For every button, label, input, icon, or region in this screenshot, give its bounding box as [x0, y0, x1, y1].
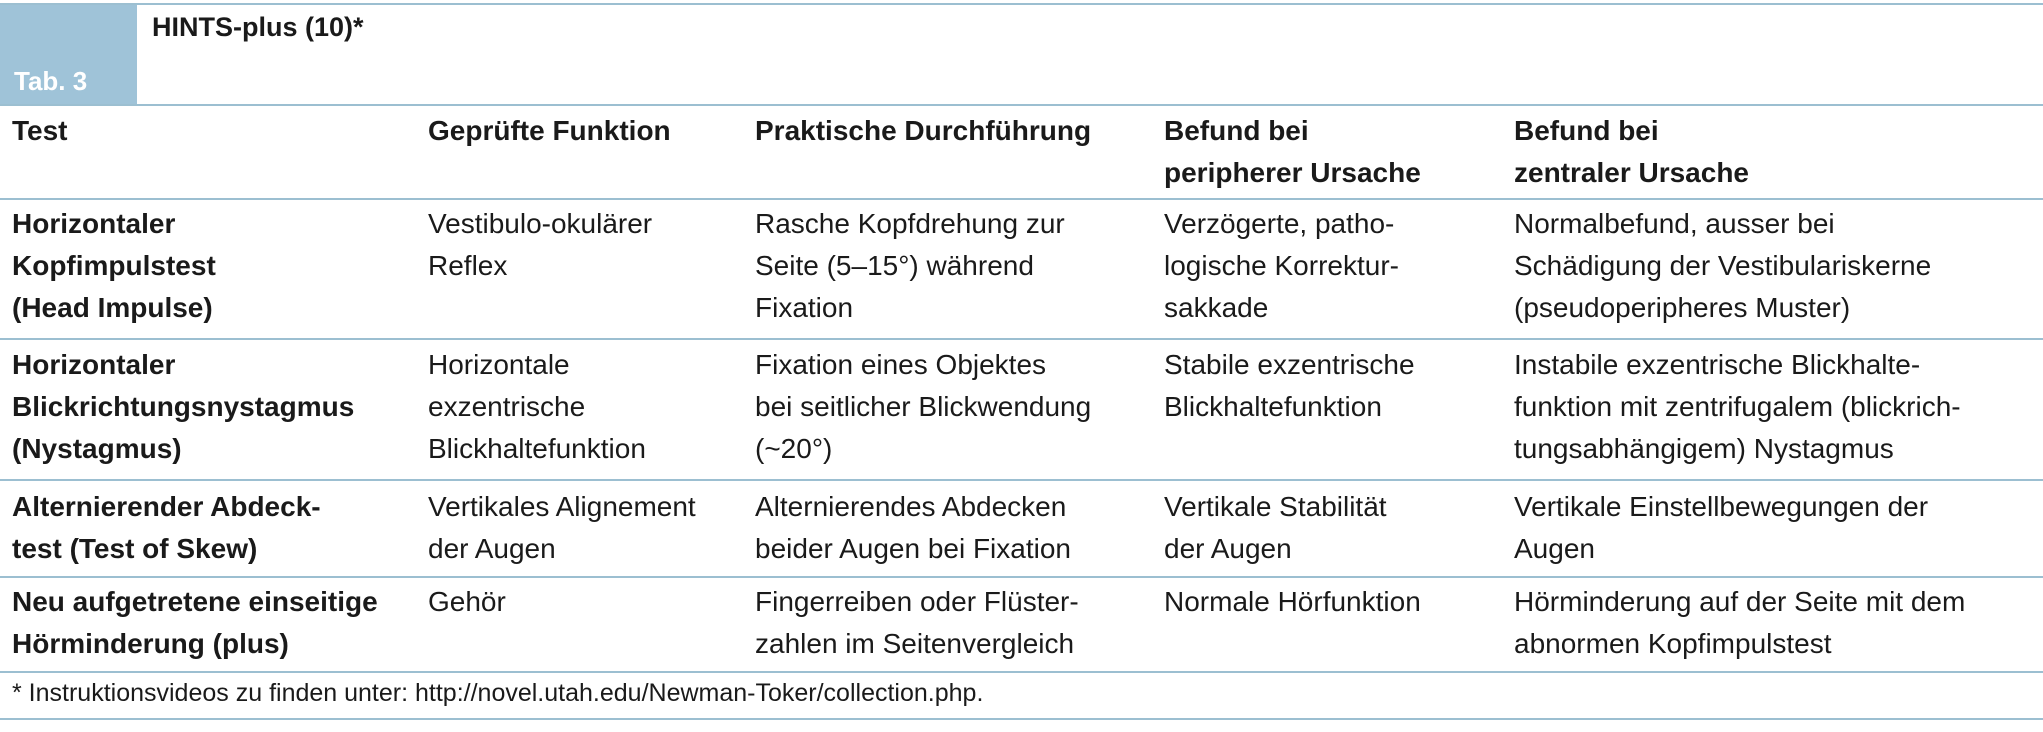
- row-2-function: Horizontale exzentrische Blickhaltefunktion: [428, 349, 646, 464]
- row-1-central: Normalbefund, ausser bei Schädigung der Vestibulariskerne (pseudoperipheres Muster): [1514, 208, 1932, 323]
- row-3-function: Vertikales Alignement der Augen: [428, 491, 696, 564]
- column-header-peripheral: Befund bei peripherer Ursache: [1164, 115, 1421, 188]
- table-title: HINTS-plus (10)*: [152, 12, 364, 42]
- footnote: * Instruktionsvideos zu finden unter: http://novel.utah.edu/Newman-Toker/collection.php.: [12, 679, 984, 707]
- column-header-test: Test: [12, 115, 68, 146]
- row-1-function: Vestibulo-okulärer Reflex: [428, 208, 653, 281]
- top-rule: [0, 3, 2043, 5]
- row-2-central: Instabile exzentrische Blickhalte- funktion mit zentrifugalem (blickrich- tungsabhängigem) Nystagmus: [1514, 349, 1961, 464]
- row-4-central: Hörminderung auf der Seite mit dem abnormen Kopfimpulstest: [1514, 586, 1966, 659]
- row-rule: [0, 198, 2043, 200]
- row-rule: [0, 479, 2043, 481]
- column-header-central: Befund bei zentraler Ursache: [1514, 115, 1750, 188]
- row-3-peripheral: Vertikale Stabilität der Augen: [1164, 491, 1387, 564]
- footnote-bottom-rule: [0, 718, 2043, 720]
- row-2-procedure: Fixation eines Objektes bei seitlicher Blickwendung (~20°): [755, 349, 1092, 464]
- header-top-rule: [0, 104, 2043, 106]
- column-header-procedure: Praktische Durchführung: [755, 115, 1092, 146]
- row-rule: [0, 338, 2043, 340]
- row-3-test: Alternierender Abdeck- test (Test of Skew): [12, 491, 321, 564]
- row-4-peripheral: Normale Hörfunktion: [1164, 586, 1421, 617]
- row-1-test: Horizontaler Kopfimpulstest (Head Impulse): [12, 208, 216, 323]
- row-rule: [0, 576, 2043, 578]
- table-bottom-rule: [0, 671, 2043, 673]
- table-number-badge: [0, 5, 137, 105]
- row-3-central: Vertikale Einstellbewegungen der Augen: [1514, 491, 1929, 564]
- row-2-test: Horizontaler Blickrichtungsnystagmus (Nystagmus): [12, 349, 355, 464]
- row-3-procedure: Alternierendes Abdecken beider Augen bei Fixation: [755, 491, 1071, 564]
- row-4-function: Gehör: [428, 586, 506, 617]
- row-4-procedure: Fingerreiben oder Flüster- zahlen im Seitenvergleich: [755, 586, 1079, 659]
- row-1-peripheral: Verzögerte, patho- logische Korrektur- sakkade: [1164, 208, 1399, 323]
- column-header-function: Geprüfte Funktion: [428, 115, 671, 146]
- row-2-peripheral: Stabile exzentrische Blickhaltefunktion: [1164, 349, 1415, 422]
- row-1-procedure: Rasche Kopfdrehung zur Seite (5–15°) während Fixation: [755, 208, 1065, 323]
- row-4-test: Neu aufgetretene einseitige Hörminderung (plus): [12, 586, 378, 659]
- table-number: Tab. 3: [14, 66, 88, 96]
